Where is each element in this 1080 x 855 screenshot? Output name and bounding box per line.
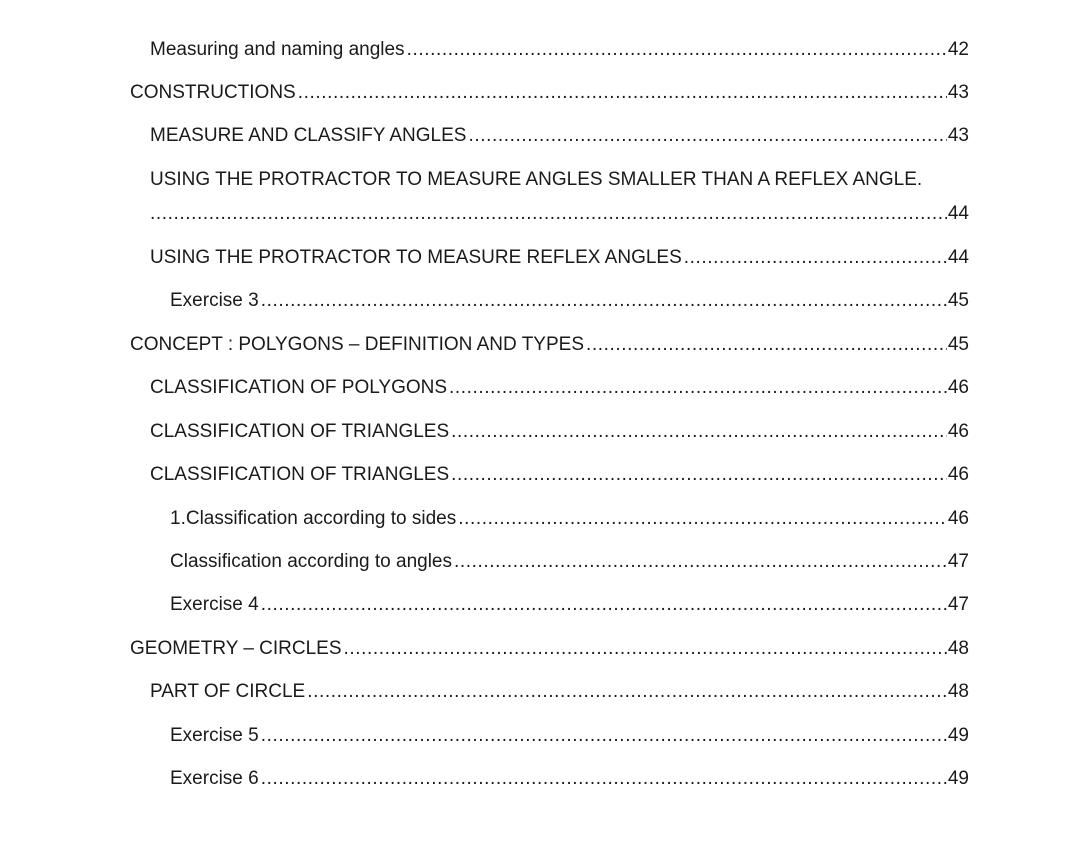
toc-entry[interactable]	[0, 36, 1080, 64]
toc-dot-leader	[261, 722, 947, 750]
toc-entry[interactable]	[0, 722, 1080, 750]
toc-entry-page: 46	[947, 464, 969, 485]
toc-dot-leader	[344, 635, 947, 663]
toc-entry-title: CLASSIFICATION OF TRIANGLES	[150, 421, 450, 442]
toc-entry[interactable]	[0, 79, 1080, 107]
toc-dot-leader	[298, 79, 947, 107]
toc-entry-page: 49	[947, 768, 969, 789]
toc-entry-title: PART OF CIRCLE	[150, 681, 306, 702]
toc-entry-title: Classification according to angles	[170, 551, 452, 572]
toc-entry-title: Classification according to sides	[185, 508, 457, 529]
toc-entry[interactable]	[0, 765, 1080, 793]
toc-entry-number: 1.	[170, 508, 186, 529]
toc-dot-leader	[449, 374, 947, 402]
toc-entry-page: 46	[947, 508, 969, 529]
toc-entry-title: Exercise 5	[170, 725, 259, 746]
toc-entry[interactable]	[0, 244, 1080, 272]
toc-entry[interactable]	[0, 418, 1080, 446]
toc-dot-leader	[407, 36, 947, 64]
toc-dot-leader	[150, 200, 947, 228]
toc-entry-title: CLASSIFICATION OF POLYGONS	[150, 377, 448, 398]
toc-entry-page: 42	[947, 39, 969, 60]
toc-entry-title: CLASSIFICATION OF TRIANGLES	[150, 464, 450, 485]
toc-entry[interactable]	[0, 287, 1080, 315]
toc-dot-leader	[454, 548, 947, 576]
toc-entry-title: USING THE PROTRACTOR TO MEASURE REFLEX ANGLES	[150, 247, 682, 268]
toc-entry[interactable]	[0, 374, 1080, 402]
toc-dot-leader	[458, 505, 947, 533]
toc-dot-leader	[451, 461, 947, 489]
toc-entry-page: 48	[947, 638, 969, 659]
toc-entry[interactable]	[0, 331, 1080, 359]
toc-dot-leader	[261, 765, 947, 793]
toc-dot-leader	[261, 287, 947, 315]
toc-entry-page: 44	[947, 247, 969, 268]
toc-entry-title: CONCEPT : POLYGONS – DEFINITION AND TYPES	[130, 334, 584, 355]
toc-entry-title: GEOMETRY – CIRCLES	[130, 638, 342, 659]
toc-dot-leader	[451, 418, 947, 446]
toc-entry-page: 49	[947, 725, 969, 746]
toc-entry-title: Exercise 6	[170, 768, 259, 789]
toc-entry[interactable]	[0, 678, 1080, 706]
toc-entry-page: 46	[947, 421, 969, 442]
toc-entry-page: 47	[947, 594, 969, 615]
toc-entry[interactable]	[0, 461, 1080, 489]
toc-dot-leader	[307, 678, 947, 706]
toc-entry-page: 46	[947, 377, 969, 398]
toc-entry[interactable]	[0, 548, 1080, 576]
toc-entry-page: 47	[947, 551, 969, 572]
toc-entry-page: 44	[947, 203, 969, 224]
toc-entry-page: 45	[947, 334, 969, 355]
toc-entry[interactable]	[0, 166, 1080, 238]
toc-entry-title: Exercise 4	[170, 594, 259, 615]
toc-entry-title: MEASURE AND CLASSIFY ANGLES	[150, 125, 467, 146]
toc-entry-title: Exercise 3	[170, 290, 259, 311]
toc-entry-title: CONSTRUCTIONS	[130, 82, 296, 103]
toc-entry-page: 43	[947, 82, 969, 103]
toc-entry[interactable]	[0, 505, 1080, 533]
toc-entry[interactable]	[0, 591, 1080, 619]
toc-entry-page: 48	[947, 681, 969, 702]
toc-entry-page: 43	[947, 125, 969, 146]
toc-entry[interactable]	[0, 122, 1080, 150]
toc-entry-title: USING THE PROTRACTOR TO MEASURE ANGLES SMALLER THAN A REFLEX ANGLE.	[150, 169, 923, 190]
toc-entry[interactable]	[0, 635, 1080, 663]
toc-entry-title: Measuring and naming angles	[150, 39, 405, 60]
toc-dot-leader	[468, 122, 946, 150]
toc-dot-leader	[684, 244, 947, 272]
toc-entry-page: 45	[947, 290, 969, 311]
toc-dot-leader	[261, 591, 947, 619]
toc-dot-leader	[586, 331, 947, 359]
